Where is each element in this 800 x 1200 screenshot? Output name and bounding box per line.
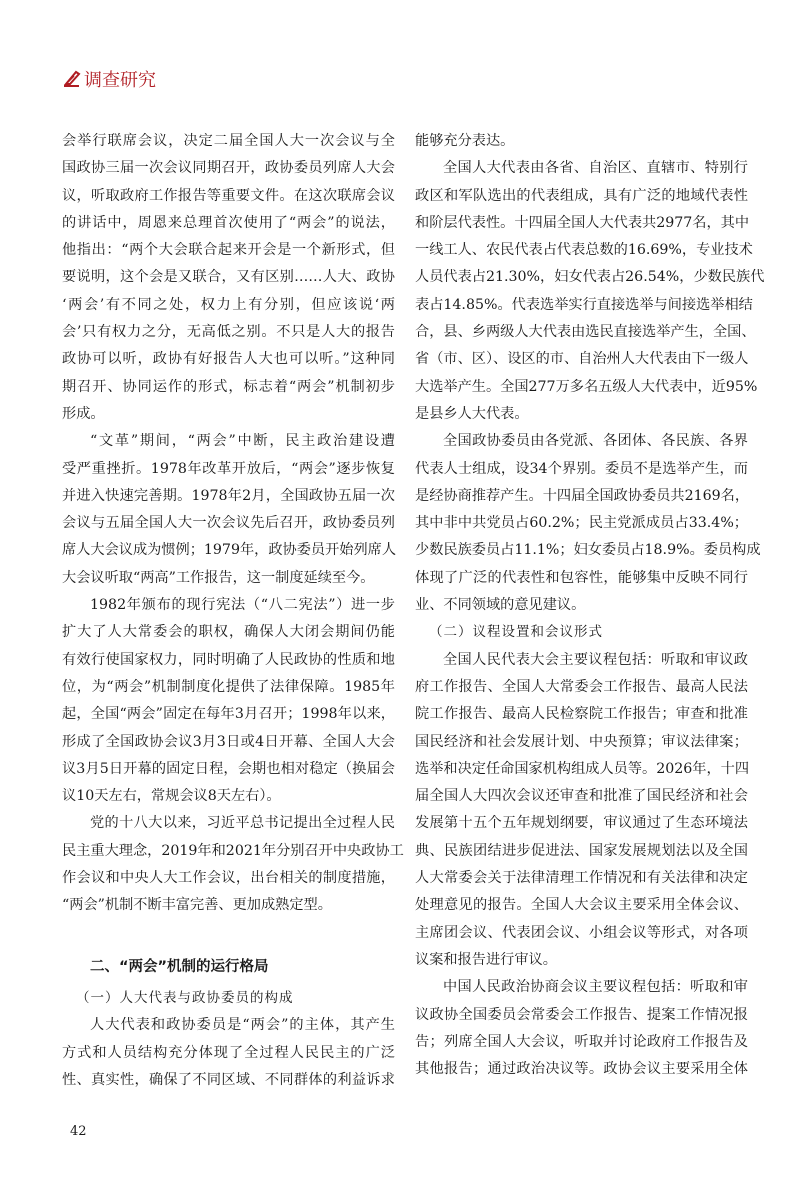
text-line: 是县乡人大代表。: [415, 405, 529, 422]
text-line: 是经协商推荐产生。十四届全国政协委员共2169名，: [415, 487, 750, 504]
text-line: 府工作报告、全国人大常委会工作报告、最高人民法: [415, 678, 748, 695]
text-line: 会举行联席会议，决定二届全国人大一次会议与全: [62, 133, 395, 149]
text-line: 能够充分表达。: [415, 133, 515, 149]
text-line: 位，为“两会”机制制度化提供了法律保障。1985年: [62, 678, 395, 695]
text-line: 会’只有权力之分，无高低之别。不只是人大的报告: [62, 324, 395, 341]
text-line: 全国人大代表由各省、自治区、直辖市、特别行: [443, 160, 748, 177]
text-line: 方式和人员结构充分体现了全过程人民民主的广泛: [62, 1044, 395, 1061]
text-line: 国民经济和社会发展计划、中央预算；审议法律案；: [415, 733, 748, 750]
text-line: 要说明，这个会是又联合，又有区别……人大、政协: [62, 269, 395, 286]
text-line: 合，县、乡两级人大代表由选民直接选举产生，全国、: [415, 324, 756, 341]
text-line: 告；列席全国人大会议，听取并讨论政府工作报告及: [415, 1033, 748, 1050]
text-line: “文革”期间，“两会”中断，民主政治建设遭: [90, 433, 395, 450]
text-line: 议政协全国委员会常委会工作报告、提案工作情况报: [415, 1006, 748, 1023]
text-line: 少数民族委员占11.1%；妇女委员占18.9%。委员构成: [415, 542, 761, 559]
left-column: [62, 128, 404, 1094]
text-line: 人大代表和政协委员是“两会”的主体，其产生: [90, 1017, 395, 1034]
paragraph: [62, 128, 395, 428]
text-line: 议，听取政府工作报告等重要文件。在这次联席会议: [62, 187, 395, 204]
right-column: [415, 128, 765, 1083]
text-line: 院工作报告、最高人民检察院工作报告；审查和批准: [415, 706, 748, 723]
text-line: 人大常委会关于法律清理工作情况和有关法律和决定: [415, 870, 748, 887]
paragraph: [62, 1012, 395, 1094]
text-line: 党的十八大以来，习近平总书记提出全过程人民: [90, 815, 395, 832]
subsection-heading: （二）议程设置和会议形式: [429, 624, 603, 641]
text-line: 其中非中共党员占60.2%；民主党派成员占33.4%；: [415, 515, 748, 532]
text-line: 处理意见的报告。全国人大会议主要采用全体会议、: [415, 897, 748, 914]
text-line: 选举和决定任命国家机构组成人员等。2026年，十四: [415, 760, 750, 777]
paragraph: [415, 155, 765, 428]
text-line: 全国人民代表大会主要议程包括：听取和审议政: [443, 651, 748, 668]
text-line: 典、民族团结进步促进法、国家发展规划法以及全国: [415, 842, 748, 859]
text-line: 扩大了人大常委会的职权，确保人大闭会期间仍能: [62, 624, 395, 641]
section-header: [62, 66, 156, 92]
text-line: 大会议听取“两高”工作报告，这一制度延续至今。: [62, 569, 375, 586]
text-line: 体现了广泛的代表性和包容性，能够集中反映不同行: [415, 569, 748, 586]
text-line: 全国政协委员由各党派、各团体、各民族、各界: [443, 433, 748, 450]
text-line: 1982年颁布的现行宪法（“八二宪法”）进一步: [90, 597, 395, 614]
paragraph: [62, 810, 404, 919]
text-line: 国政协三届一次会议同期召开，政协委员列席人大会: [62, 160, 395, 177]
text-line: 主席团会议、代表团会议、小组会议等形式，对各项: [415, 924, 748, 941]
paragraph: [415, 128, 748, 155]
text-line: 大选举产生。全国277万多名五级人大代表中，近95%: [415, 378, 758, 395]
text-line: 的讲话中，周恩来总理首次使用了“两会”的说法，: [62, 214, 395, 231]
text-line: 起，全国“两会”固定在每年3月召开；1998年以来，: [62, 706, 395, 723]
text-line: 并进入快速完善期。1978年2月，全国政协五届一次: [62, 487, 395, 504]
text-line: 其他报告；通过政治决议等。政协会议主要采用全体: [415, 1061, 748, 1078]
text-line: 受严重挫折。1978年改革开放后，“两会”逐步恢复: [62, 460, 395, 477]
text-line: 表占14.85%。代表选举实行直接选举与间接选举相结: [415, 296, 753, 313]
section-title: 调查研究: [84, 70, 156, 91]
text-line: 他指出：“两个大会联合起来开会是一个新形式，但: [62, 242, 395, 259]
text-line: 一线工人、农民代表占代表总数的16.69%，专业技术: [415, 242, 753, 259]
page-number: 42: [70, 1124, 87, 1139]
text-line: 议3月5日开幕的固定日程，会期也相对稳定（换届会: [62, 760, 395, 777]
text-line: 形成了全国政协会议3月3日或4日开幕、全国人大会: [62, 733, 395, 750]
paragraph: [415, 428, 761, 619]
section-heading: 二、“两会”机制的运行格局: [90, 958, 269, 975]
text-line: 席人大会议成为惯例；1979年，政协委员开始列席人: [62, 542, 397, 559]
paragraph: [62, 428, 395, 592]
text-line: 人员代表占21.30%，妇女代表占26.54%，少数民族代: [415, 269, 765, 286]
text-line: 和阶层代表性。十四届全国人大代表共2977名，其中: [415, 214, 750, 231]
paragraph: [62, 592, 395, 810]
paragraph: [415, 974, 748, 1083]
text-line: “两会”机制不断丰富完善、更加成熟定型。: [62, 897, 332, 914]
text-line: 形成。: [62, 405, 105, 422]
text-line: 会议与五届全国人大一次会议先后召开，政协委员列: [62, 515, 395, 532]
text-line: 省（市、区）、设区的市、自治州人大代表由下一级人: [415, 351, 749, 368]
paragraph: [415, 647, 748, 975]
text-line: 发展第十五个五年规划纲要，审议通过了生态环境法: [415, 815, 748, 832]
text-line: 有效行使国家权力，同时明确了人民政协的性质和地: [62, 651, 395, 668]
text-line: 民主重大理念，2019年和2021年分别召开中央政协工: [62, 842, 404, 859]
text-line: 代表人士组成，设34个界别。委员不是选举产生，而: [415, 460, 748, 477]
text-line: 政协可以听，政协有好报告人大也可以听。”这种同: [62, 351, 395, 368]
text-line: 届全国人大四次会议还审查和批准了国民经济和社会: [415, 788, 748, 805]
text-line: 业、不同领域的意见建议。: [415, 597, 586, 614]
subsection-heading: （一）人大代表与政协委员的构成: [76, 989, 294, 1006]
pen-icon: [62, 69, 82, 89]
text-line: ‘两会’有不同之处，权力上有分别，但应该说‘两: [62, 296, 395, 313]
text-line: 议10天左右，常规会议8天左右）。: [62, 788, 281, 805]
text-line: 议案和报告进行审议。: [415, 951, 557, 968]
text-line: 性、真实性，确保了不同区域、不同群体的利益诉求: [62, 1071, 395, 1088]
text-line: 作会议和中央人大工作会议，出台相关的制度措施，: [62, 870, 395, 887]
text-line: 政区和军队选出的代表组成，具有广泛的地域代表性: [415, 187, 748, 204]
text-line: 期召开、协同运作的形式，标志着“两会”机制初步: [62, 378, 395, 395]
text-line: 中国人民政治协商会议主要议程包括：听取和审: [443, 979, 748, 996]
